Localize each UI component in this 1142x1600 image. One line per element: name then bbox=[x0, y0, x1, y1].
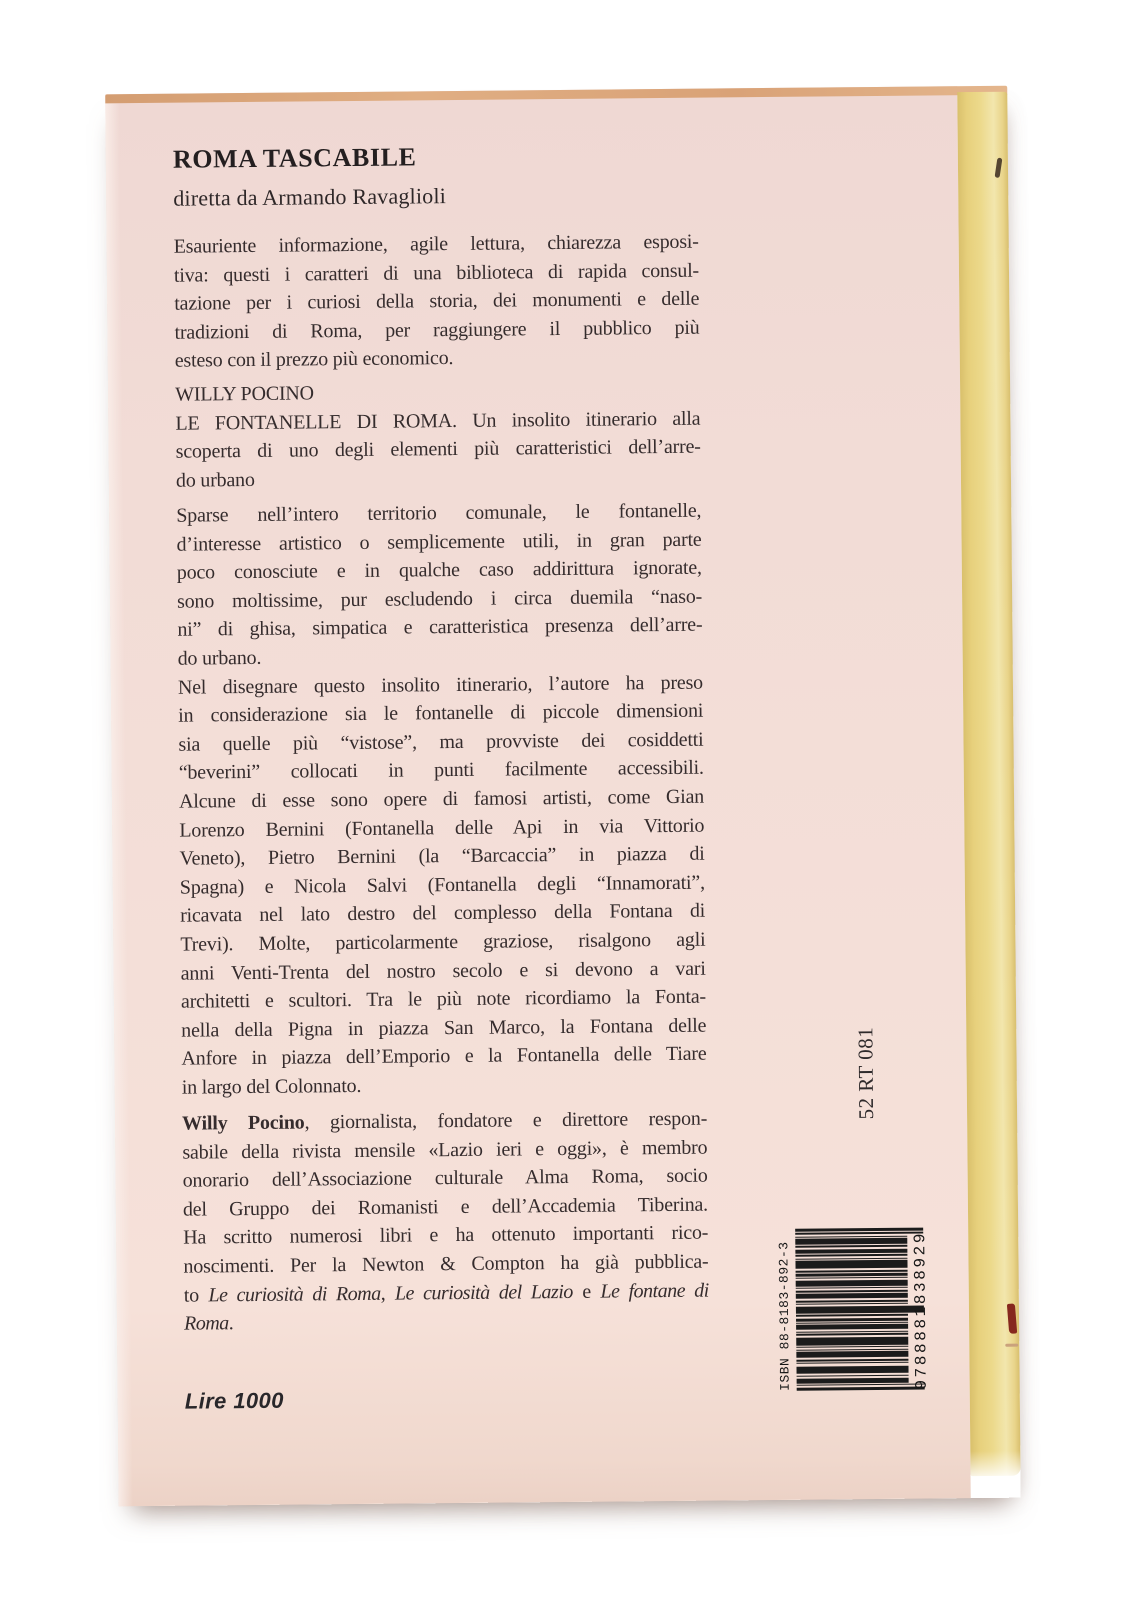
text-line: LE FONTANELLE DI ROMA. Un insolito itinerario alla bbox=[175, 407, 701, 435]
text-line: do urbano. bbox=[177, 646, 262, 670]
text-line: Willy Pocino, giornalista, fondatore e direttore respon- bbox=[182, 1107, 708, 1135]
text-line: nella della Pigna in piazza San Marco, la Fontana delle bbox=[181, 1014, 707, 1042]
series-intro-paragraph bbox=[174, 228, 700, 376]
isbn-label: ISBN 88-8183-892-3 bbox=[776, 1241, 793, 1391]
text-line: Lorenzo Bernini (Fontanella delle Api in via Vittorio bbox=[179, 814, 705, 842]
text-line: Ha scritto numerosi libri e ha ottenuto importanti rico- bbox=[183, 1222, 709, 1250]
barcode-bar bbox=[796, 1366, 908, 1374]
text-line: sia quelle più “vistose”, ma provviste dei cosiddetti bbox=[178, 728, 704, 756]
cover-surface bbox=[105, 86, 971, 1506]
text-line: tradizioni di Roma, per raggiungere il pubblico più bbox=[174, 316, 700, 344]
page-edge-scratch bbox=[1005, 1344, 1018, 1347]
text-line: in considerazione sia le fontanelle di piccole dimensioni bbox=[178, 699, 704, 727]
barcode-bar bbox=[796, 1337, 908, 1346]
text-line: Esauriente informazione, agile lettura, chiarezza esposi- bbox=[173, 230, 699, 258]
author-and-title-block bbox=[175, 376, 701, 495]
text-line: tazione per i curiosi della storia, dei monumenti e delle bbox=[174, 287, 700, 315]
text-line: scoperta di uno degli elementi più caratteristici dell’arre- bbox=[175, 435, 701, 463]
text-line: architetti e scultori. Tra le più note ricordiamo la Fonta- bbox=[180, 985, 707, 1013]
text-line: noscimenti. Per la Newton & Compton ha già pubblica- bbox=[183, 1250, 709, 1278]
text-line: Alcune di esse sono opere di famosi artisti, come Gian bbox=[178, 785, 705, 813]
description-paragraphs bbox=[176, 497, 707, 1102]
text-line: ni” di ghisa, simpatica e caratteristica presenza dell’arre- bbox=[177, 614, 703, 642]
text-line: do urbano bbox=[175, 468, 255, 492]
barcode-bar bbox=[796, 1306, 924, 1314]
text-line: esteso con il prezzo più economico. bbox=[174, 347, 454, 373]
text-line: Spagna) e Nicola Salvi (Fontanella degli “Innamorati”, bbox=[179, 871, 705, 899]
text-line: tiva: questi i caratteri di una biblioteca di rapida consul- bbox=[173, 259, 700, 287]
text-line: Trevi). Molte, particolarmente graziose, risalgono agli bbox=[180, 928, 706, 956]
text-line: anni Venti-Trenta del nostro secolo e si devono a vari bbox=[180, 957, 706, 985]
series-title: ROMA TASCABILE bbox=[172, 142, 417, 174]
text-line: ricavata nel lato destro del complesso della Fontana di bbox=[180, 899, 706, 927]
price-label: Lire 1000 bbox=[184, 1387, 284, 1414]
barcode bbox=[776, 1217, 933, 1390]
text-line: Veneto), Pietro Bernini (la “Barcaccia” in piazza di bbox=[179, 842, 705, 870]
barcode-bars bbox=[795, 1218, 909, 1391]
barcode-bar bbox=[796, 1280, 908, 1287]
text-line: Roma. bbox=[183, 1312, 234, 1335]
barcode-bar bbox=[795, 1238, 907, 1245]
text-line: del Gruppo dei Romanisti e dell’Accademia Tiberina. bbox=[182, 1193, 709, 1221]
page-edge-red-mark bbox=[1007, 1303, 1017, 1334]
text-line: poco conosciute e in qualche caso addirittura ignorate, bbox=[176, 556, 702, 584]
barcode-bar bbox=[796, 1351, 908, 1358]
author-bio-paragraph bbox=[182, 1105, 709, 1339]
page-edge-bottom-fade bbox=[970, 1451, 1020, 1477]
text-line: in largo del Colonnato. bbox=[181, 1074, 362, 1099]
page-edge-dark-speck bbox=[995, 158, 1003, 179]
ean-digits: 9788881838929 bbox=[911, 1230, 931, 1390]
series-subtitle: diretta da Armando Ravaglioli bbox=[173, 183, 447, 211]
text-line: sono moltissime, pur escludendo i circa duemila “naso- bbox=[177, 585, 703, 613]
text-line: “beverini” collocati in punti facilmente accessibili. bbox=[178, 756, 704, 785]
barcode-bar bbox=[795, 1260, 907, 1269]
text-line: onorario dell’Associazione culturale Alma Roma, socio bbox=[182, 1164, 708, 1192]
text-line: d’interesse artistico o semplicemente utili, in gran parte bbox=[176, 528, 702, 556]
barcode-rotated-inner bbox=[776, 1217, 933, 1390]
text-line: Nel disegnare questo insolito itinerario, l’autore ha preso bbox=[177, 671, 704, 699]
catalog-code-vertical: 52 RT 081 bbox=[853, 1026, 879, 1120]
book-back-cover bbox=[105, 86, 1021, 1507]
text-line: Sparse nell’intero territorio comunale, le fontanelle, bbox=[176, 499, 702, 527]
text-line: WILLY POCINO bbox=[175, 382, 314, 406]
text-line: Anfore in piazza dell’Emporio e la Fontanella delle Tiare bbox=[181, 1042, 707, 1070]
text-line: sabile della rivista mensile «Lazio ieri e oggi», è membro bbox=[182, 1136, 708, 1164]
cover-left-highlight bbox=[105, 94, 133, 1506]
text-line: to Le curiosità di Roma, Le curiosità del Lazio e Le fontane di bbox=[183, 1279, 709, 1307]
